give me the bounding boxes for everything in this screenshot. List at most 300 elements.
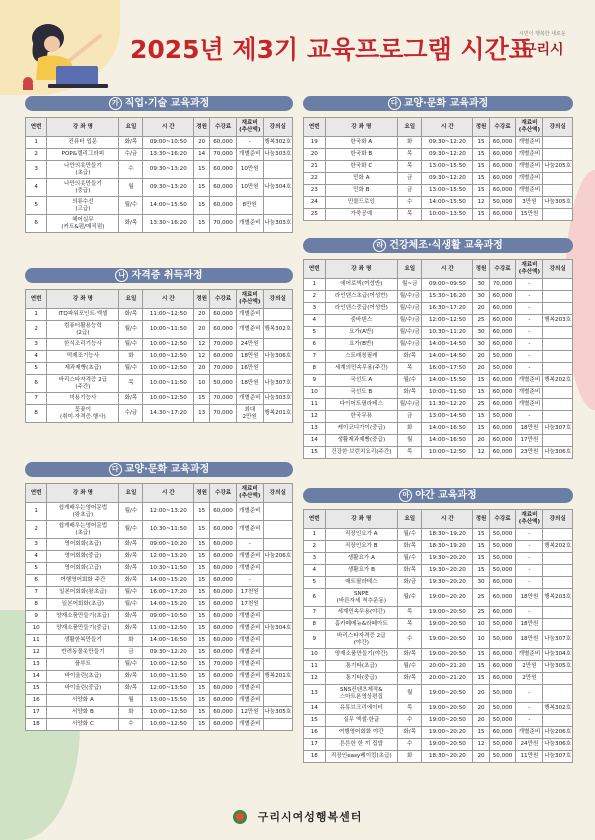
material-cost: -: [516, 607, 543, 619]
capacity: 15: [473, 149, 489, 161]
fee: 50,000: [489, 529, 516, 541]
course-name: 라인댄스중급(여성반): [325, 303, 398, 315]
table-row: [304, 423, 573, 435]
row-number: 1: [26, 503, 47, 521]
material-cost: 개별준비: [516, 185, 543, 197]
course-name: 쉽게배우는영어문법 (왕초급): [47, 503, 119, 521]
fee: 60,000: [210, 647, 237, 659]
material-cost: 17만원: [516, 435, 543, 447]
days: 목: [398, 447, 422, 459]
section-header: [25, 268, 293, 283]
table-row: [304, 685, 573, 703]
fee: 60,000: [210, 587, 237, 599]
material-cost: -: [516, 351, 543, 363]
capacity: 20: [473, 303, 489, 315]
material-cost: 개별준비: [516, 161, 543, 173]
course-name: 생활제과제빵(중급): [325, 435, 398, 447]
time: 18:30~20:20: [422, 751, 473, 763]
material-cost: -: [236, 575, 263, 587]
days: 월/수/금: [398, 315, 422, 327]
days: 화/목: [398, 649, 422, 661]
course-name: 한국화 A: [325, 137, 398, 149]
capacity: 20: [194, 309, 210, 321]
capacity: 15: [194, 707, 210, 719]
woman-with-laptop-illustration: [8, 10, 128, 92]
course-name: 튼튼한 한 끼 집밥: [325, 739, 398, 751]
fee: 60,000: [489, 137, 516, 149]
course-name: 나만의옷만들기 (초급): [47, 161, 119, 179]
table-row: [304, 447, 573, 459]
section-title: 교양·문화 교육과정: [403, 98, 489, 109]
time: 16:30~17:20: [422, 303, 473, 315]
section-title: 건강체조·식생활 교육과정: [389, 240, 503, 251]
row-number: 5: [26, 363, 47, 375]
row-number: 1: [26, 309, 47, 321]
days: 목: [398, 363, 422, 375]
material-cost: 개별준비: [516, 375, 543, 387]
capacity: 15: [473, 387, 489, 399]
classroom: [263, 647, 292, 659]
table-row: [304, 661, 573, 673]
classroom: [543, 565, 573, 577]
days: 목: [398, 209, 422, 221]
material-cost: -: [516, 363, 543, 375]
fee: 70,000: [210, 363, 237, 375]
capacity: 15: [194, 551, 210, 563]
fee: 50,000: [489, 565, 516, 577]
material-cost: 24만원: [516, 739, 543, 751]
footer: [0, 806, 595, 840]
material-cost: 15만원: [516, 209, 543, 221]
time: 10:00~12:50: [422, 447, 473, 459]
course-name: 영어회화(고급): [47, 563, 119, 575]
table-header-row: [304, 260, 573, 279]
capacity: 20: [473, 703, 489, 715]
table-row: [26, 503, 293, 521]
column-header: 정원: [473, 260, 489, 279]
time: 19:00~20:50: [422, 739, 473, 751]
capacity: 20: [473, 363, 489, 375]
table-row: [26, 683, 293, 695]
column-header: 강의실: [263, 290, 292, 309]
course-name: 생활요가 A: [325, 553, 398, 565]
section-title: 자격증 취득과정: [131, 270, 203, 281]
fee: 60,000: [210, 137, 237, 149]
days: 화/목: [119, 215, 143, 233]
classroom: 나눔306호: [543, 739, 573, 751]
days: 수: [119, 719, 143, 731]
fee: 70,000: [210, 659, 237, 671]
fee: 50,000: [489, 363, 516, 375]
column-header: 연번: [304, 118, 326, 137]
table-row: [26, 309, 293, 321]
time: 09:30~12:20: [422, 173, 473, 185]
capacity: 15: [194, 635, 210, 647]
days: 월/수/금: [398, 291, 422, 303]
days: 화/목: [119, 551, 143, 563]
capacity: 15: [473, 423, 489, 435]
capacity: 15: [194, 575, 210, 587]
time: 09:30~13:20: [143, 161, 194, 179]
time: 10:00~12:50: [143, 719, 194, 731]
table-row: [304, 291, 573, 303]
fee: 60,000: [489, 185, 516, 197]
column-header: 수강료: [489, 118, 516, 137]
time: 14:00~15:20: [143, 599, 194, 611]
row-number: 10: [26, 623, 47, 635]
days: 월: [398, 685, 422, 703]
material-cost: 18만원: [516, 619, 543, 631]
course-name: 통기타(중급): [325, 673, 398, 685]
row-number: 2: [26, 521, 47, 539]
fee: 60,000: [489, 661, 516, 673]
table-row: [26, 179, 293, 197]
guri-city-logo: [515, 30, 573, 66]
capacity: 25: [473, 607, 489, 619]
fee: 50,000: [489, 411, 516, 423]
time: 09:30~12:20: [422, 149, 473, 161]
table-row: [26, 647, 293, 659]
capacity: 15: [194, 659, 210, 671]
course-name: 통기타(초급): [325, 661, 398, 673]
classroom: [263, 563, 292, 575]
classroom: [543, 137, 573, 149]
table-row: [304, 303, 573, 315]
classroom: [543, 279, 573, 291]
course-name: 헤어실무 (커트&펌/매직펌): [47, 215, 119, 233]
material-cost: 10만원: [236, 161, 263, 179]
days: 월/수: [119, 321, 143, 339]
time: 09:00~10:20: [143, 539, 194, 551]
fee: 60,000: [210, 563, 237, 575]
material-cost: 18만원: [516, 423, 543, 435]
capacity: 15: [473, 673, 489, 685]
material-cost: 최대 2만원: [236, 405, 263, 423]
days: 월/수: [398, 553, 422, 565]
fee: 70,000: [210, 393, 237, 405]
classroom: [263, 539, 292, 551]
capacity: 15: [194, 539, 210, 551]
material-cost: 개별준비: [236, 683, 263, 695]
classroom: 행복302호: [263, 137, 292, 149]
column-header: 시 간: [143, 484, 194, 503]
fee: 60,000: [210, 351, 237, 363]
course-name: 에어로빅(여성반): [325, 279, 398, 291]
classroom: [543, 303, 573, 315]
section-night: [303, 488, 573, 763]
column-header: 강 좌 명: [47, 290, 119, 309]
course-name: 다이어트필라테스: [325, 399, 398, 411]
fee: 60,000: [210, 197, 237, 215]
days: 화/목: [119, 539, 143, 551]
classroom: 행복202호: [543, 541, 573, 553]
capacity: 30: [473, 339, 489, 351]
column-header: 요일: [398, 510, 422, 529]
table-row: [26, 405, 293, 423]
fee: 50,000: [489, 703, 516, 715]
capacity: 15: [194, 695, 210, 707]
classroom: [543, 185, 573, 197]
table-row: [304, 137, 573, 149]
row-number: 7: [304, 351, 326, 363]
fee: 50,000: [210, 375, 237, 393]
row-number: 4: [26, 351, 47, 363]
row-number: 16: [26, 695, 47, 707]
days: 화/목: [119, 137, 143, 149]
row-number: 24: [304, 197, 326, 209]
time: 15:30~16:20: [422, 291, 473, 303]
fee: 60,000: [489, 577, 516, 589]
course-name: 유튜브크리에이터: [325, 703, 398, 715]
column-header: 정원: [473, 510, 489, 529]
schedule-table: [303, 259, 573, 459]
fee: 60,000: [489, 673, 516, 685]
time: 11:00~12:50: [143, 623, 194, 635]
classroom: [543, 351, 573, 363]
course-name: 국선도 B: [325, 387, 398, 399]
column-header: 강의실: [543, 260, 573, 279]
schedule-table: [25, 117, 293, 233]
days: 월/수/금: [398, 339, 422, 351]
row-number: 17: [304, 739, 326, 751]
table-row: [26, 659, 293, 671]
schedule-table: [25, 289, 293, 423]
fee: 50,000: [489, 197, 516, 209]
table-row: [26, 611, 293, 623]
table-header-row: [26, 484, 293, 503]
material-cost: -: [516, 327, 543, 339]
course-name: 요가(B반): [325, 339, 398, 351]
column-header: 재료비 (추산액): [516, 260, 543, 279]
section-culture-right: [303, 96, 573, 221]
section-badge: 라: [373, 239, 386, 252]
days: 화: [119, 707, 143, 719]
capacity: 10: [473, 631, 489, 649]
classroom: [543, 387, 573, 399]
days: 화/목: [119, 563, 143, 575]
table-row: [304, 577, 573, 589]
course-name: POP&캘리그라피: [47, 149, 119, 161]
time: 19:30~20:20: [422, 565, 473, 577]
course-name: 케이코디가이(중급): [325, 423, 398, 435]
fee: 50,000: [489, 541, 516, 553]
course-name: ITQ파워포인트·엑셀: [47, 309, 119, 321]
time: 18:30~19:20: [422, 541, 473, 553]
row-number: 1: [304, 279, 326, 291]
capacity: 15: [473, 161, 489, 173]
material-cost: 개별준비: [236, 659, 263, 671]
classroom: 나눔305호: [543, 197, 573, 209]
material-cost: 17천원: [236, 599, 263, 611]
table-row: [304, 197, 573, 209]
section-badge: 다: [109, 463, 122, 476]
section-badge: 나: [115, 269, 128, 282]
row-number: 4: [26, 551, 47, 563]
fee: 70,000: [210, 339, 237, 351]
material-cost: 24만원: [236, 339, 263, 351]
column-header: 연번: [26, 118, 47, 137]
table-row: [304, 631, 573, 649]
course-name: 양재소품만들기(야간): [325, 649, 398, 661]
fee: 60,000: [489, 387, 516, 399]
capacity: 15: [194, 393, 210, 405]
table-row: [26, 393, 293, 405]
classroom: 나눔307호: [263, 375, 292, 393]
column-header: 정원: [194, 290, 210, 309]
row-number: 23: [304, 185, 326, 197]
time: 12:00~13:50: [143, 683, 194, 695]
table-row: [26, 197, 293, 215]
table-row: [304, 185, 573, 197]
column-header: 재료비 (추산액): [236, 290, 263, 309]
course-name: 생활한복만들기: [47, 635, 119, 647]
fee: 60,000: [210, 599, 237, 611]
material-cost: -: [236, 137, 263, 149]
section-header: [303, 488, 573, 503]
row-number: 15: [304, 447, 326, 459]
capacity: 15: [473, 137, 489, 149]
row-number: 6: [304, 339, 326, 351]
days: 월/수: [398, 375, 422, 387]
fee: 70,000: [210, 405, 237, 423]
classroom: [543, 173, 573, 185]
column-header: 강 좌 명: [47, 484, 119, 503]
row-number: 17: [26, 707, 47, 719]
fee: 60,000: [210, 623, 237, 635]
time: 18:30~19:20: [422, 529, 473, 541]
days: 월: [398, 435, 422, 447]
row-number: 2: [26, 321, 47, 339]
capacity: 15: [473, 565, 489, 577]
capacity: 15: [194, 521, 210, 539]
time: 10:00~12:50: [143, 659, 194, 671]
time: 10:00~13:50: [422, 209, 473, 221]
material-cost: -: [516, 565, 543, 577]
material-cost: 개별준비: [516, 649, 543, 661]
days: 월: [119, 695, 143, 707]
fee: 60,000: [489, 423, 516, 435]
material-cost: -: [236, 539, 263, 551]
time: 12:00~13:20: [143, 551, 194, 563]
course-name: 나만의옷만들기 (중급): [47, 179, 119, 197]
time: 14:00~15:50: [422, 197, 473, 209]
table-row: [26, 149, 293, 161]
course-name: 반려동물옷만들기: [47, 647, 119, 659]
capacity: 15: [194, 683, 210, 695]
capacity: 15: [473, 541, 489, 553]
material-cost: 18만원: [516, 589, 543, 607]
days: 화/금: [398, 577, 422, 589]
time: 14:00~16:50: [143, 635, 194, 647]
row-number: 19: [304, 137, 326, 149]
table-row: [304, 339, 573, 351]
table-row: [26, 539, 293, 551]
material-cost: 개별준비: [236, 695, 263, 707]
row-number: 5: [304, 327, 326, 339]
table-row: [26, 137, 293, 149]
table-row: [304, 715, 573, 727]
row-number: 6: [26, 575, 47, 587]
material-cost: 18만원: [236, 351, 263, 363]
row-number: 12: [304, 673, 326, 685]
footer-text: 구리시여성행복센터: [257, 810, 363, 824]
column-header: 재료비 (추산액): [516, 118, 543, 137]
table-row: [304, 315, 573, 327]
course-name: 스트레칭필레: [325, 351, 398, 363]
time: 11:30~12:20: [422, 399, 473, 411]
course-name: 쉽게배우는영어문법 (초급): [47, 521, 119, 539]
days: 월/수: [398, 661, 422, 673]
course-name: 영어회화(초급): [47, 539, 119, 551]
row-number: 12: [304, 411, 326, 423]
classroom: 나눔205호: [543, 161, 573, 173]
fee: 60,000: [489, 447, 516, 459]
capacity: 15: [473, 173, 489, 185]
material-cost: -: [516, 685, 543, 703]
material-cost: 23만원: [516, 447, 543, 459]
row-number: 1: [304, 529, 326, 541]
material-cost: -: [516, 577, 543, 589]
time: 10:00~11:50: [143, 671, 194, 683]
capacity: 20: [194, 321, 210, 339]
days: 월/수/금: [398, 303, 422, 315]
row-number: 10: [304, 649, 326, 661]
material-cost: 2만원: [516, 673, 543, 685]
row-number: 4: [26, 179, 47, 197]
classroom: 나눔303호: [263, 215, 292, 233]
time: 10:00~11:50: [422, 387, 473, 399]
time: 14:00~15:50: [143, 197, 194, 215]
row-number: 14: [304, 435, 326, 447]
row-number: 13: [304, 423, 326, 435]
capacity: 15: [473, 375, 489, 387]
time: 19:00~20:50: [422, 685, 473, 703]
course-name: 일본어회화(초급): [47, 599, 119, 611]
capacity: 25: [473, 589, 489, 607]
days: 월: [119, 179, 143, 197]
time: 19:00~20:50: [422, 619, 473, 631]
time: 19:00~20:50: [422, 715, 473, 727]
material-cost: 개별준비: [236, 719, 263, 731]
row-number: 8: [26, 405, 47, 423]
column-header: 수강료: [210, 290, 237, 309]
classroom: [543, 149, 573, 161]
logo-text: 구리시: [523, 42, 564, 58]
classroom: [263, 683, 292, 695]
course-name: 홈카페메뉴&라떼아트: [325, 619, 398, 631]
table-row: [304, 739, 573, 751]
section-culture-left: [25, 462, 293, 731]
days: 화: [398, 751, 422, 763]
days: 월~금: [398, 279, 422, 291]
course-name: 국선도 A: [325, 375, 398, 387]
capacity: 20: [473, 715, 489, 727]
fee: 70,000: [489, 279, 516, 291]
capacity: 30: [473, 279, 489, 291]
capacity: 15: [194, 503, 210, 521]
days: 화/목: [119, 683, 143, 695]
fee: 60,000: [210, 671, 237, 683]
material-cost: -: [516, 279, 543, 291]
classroom: 행복203호: [543, 315, 573, 327]
classroom: 나눔206호: [543, 727, 573, 739]
material-cost: 개별준비: [236, 647, 263, 659]
page-title: 2025년 제3기 교육프로그램 시간표: [130, 35, 533, 64]
row-number: 3: [26, 539, 47, 551]
material-cost: -: [516, 303, 543, 315]
classroom: [543, 673, 573, 685]
material-cost: 개별준비: [236, 623, 263, 635]
